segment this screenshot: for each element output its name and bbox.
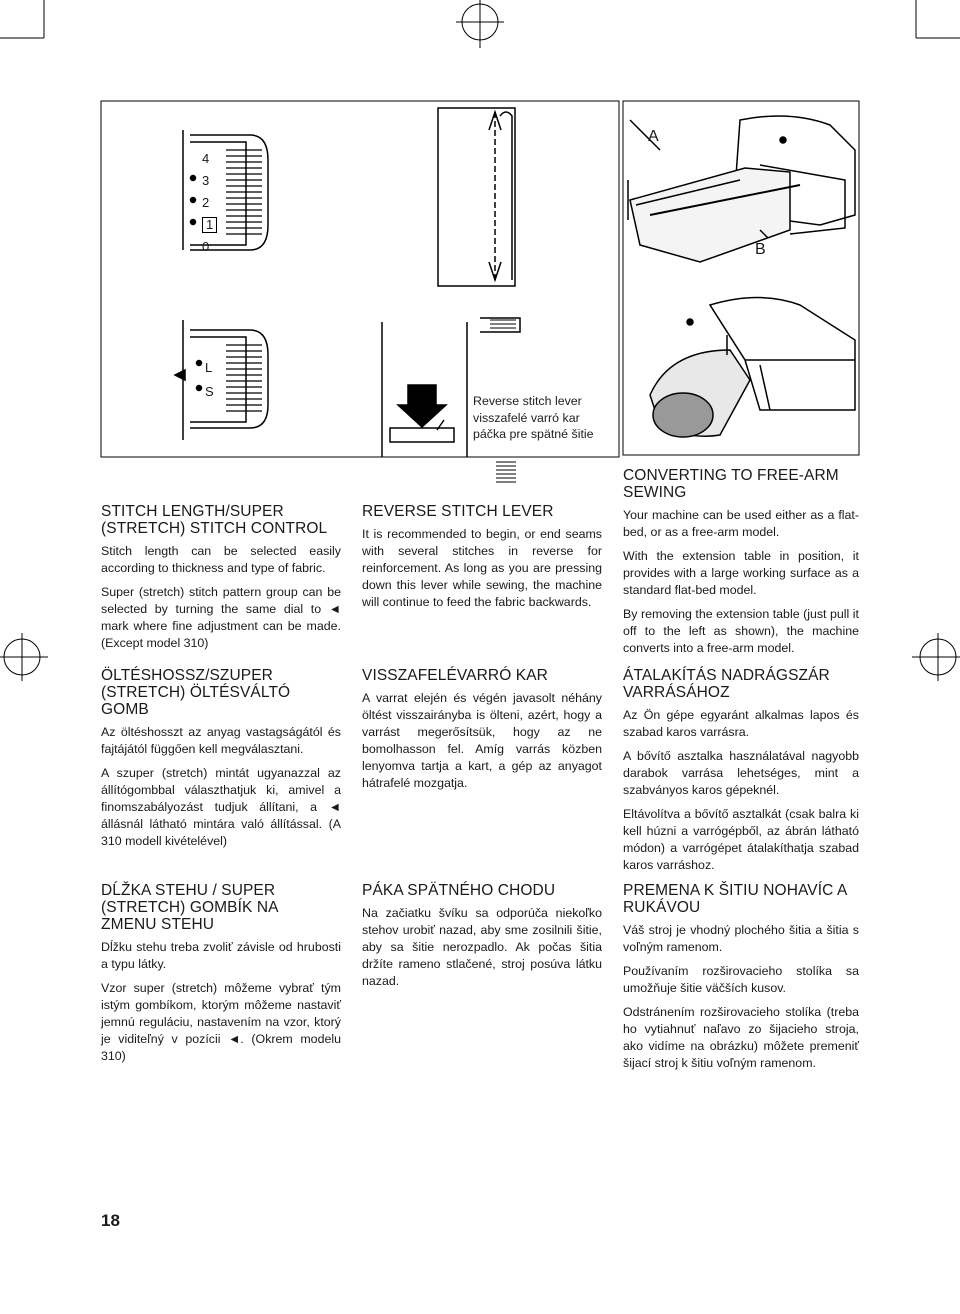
paragraph: Na začiatku švíku sa odporúča niekoľko stehov urobiť nazad, aby sme zosilnili šitie, aby sa šitie nerozpadlo. Ak počas šitia držíte rameno stlačené, stroj posúva látku nazad.	[362, 906, 602, 988]
section-stitch-sk	[101, 882, 341, 1072]
extension-table-figure	[628, 116, 855, 262]
title-line: (STRETCH) STITCH CONTROL	[101, 520, 328, 537]
section-title	[101, 882, 341, 933]
section-title	[362, 882, 602, 899]
dial-number-1: 1	[202, 217, 217, 233]
stitch-length-dial-figure	[183, 130, 268, 250]
title-line: ÁTALAKÍTÁS NADRÁGSZÁR	[623, 667, 830, 684]
free-arm-figure	[650, 298, 855, 438]
section-stitch-hu	[101, 667, 341, 857]
paragraph: A varrat elején és végén javasolt néhány öltést visszairányba is ölteni, azért, hogy a varrást megerősítsük, hogy az ne bomolhasson fel. Amíg varrás közben lenyomva tartja a kart, a gép az anyagot hátrafelé mozgatja.	[362, 691, 602, 790]
section-freearm-hu	[623, 667, 859, 881]
paragraph: Stitch length can be selected easily according to thickness and type of fabric.	[101, 544, 341, 575]
dial-number-0: 0	[202, 239, 210, 254]
dial2-mark-s: S	[205, 384, 214, 399]
dial-number-3: 3	[202, 173, 210, 188]
title-line: ZMENU STEHU	[101, 916, 215, 933]
title-line: CONVERTING TO FREE-ARM	[623, 467, 839, 484]
paragraph: Eltávolítva a bővítő asztalkát (csak balra ki kell húzni a varrógépből, az ábrán látható módon) a varrógépet átalakíthatja szabad karos varráshoz.	[623, 807, 859, 872]
dial-number-list	[202, 148, 217, 258]
paragraph: Používaním rozširovacieho stolíka sa umožňuje šitie väčších kusov.	[623, 964, 859, 995]
section-reverse-hu	[362, 667, 602, 799]
section-reverse-en	[362, 503, 602, 618]
paragraph: Vzor super (stretch) môžeme vybrať tým istým gombíkom, ktorým môžeme nastaviť jemnú reguláciu, nastavením na vzor, ktorý je viditeľný v pozícii ◄. (Okrem modelu 310)	[101, 981, 341, 1063]
section-title	[623, 882, 859, 916]
paragraph: By removing the extension table (just pull it off to the left as shown), the machine converts into a free-arm model.	[623, 607, 859, 655]
section-freearm-en	[623, 467, 859, 664]
caption-line-en: Reverse stitch lever	[473, 394, 582, 408]
paragraph: Your machine can be used either as a flat-bed, or as a free-arm model.	[623, 508, 859, 539]
title-line: (STRETCH) GOMBÍK NA	[101, 899, 279, 916]
title-line: PÁKA SPÄTNÉHO CHODU	[362, 882, 556, 899]
title-line: PREMENA K ŠITIU NOHAVÍC A	[623, 882, 848, 899]
page-number: 18	[101, 1211, 120, 1230]
section-reverse-sk	[362, 882, 602, 997]
dial2-mark-list	[205, 356, 214, 404]
section-title	[101, 503, 341, 537]
title-line: STITCH LENGTH/SUPER	[101, 503, 284, 520]
paragraph: Váš stroj je vhodný plochého šitia a šitia s voľným ramenom.	[623, 923, 859, 954]
paragraph: It is recommended to begin, or end seams with several stitches in reverse for reinforcement. As long as you are pressing down this lever while sewing, the machine will continue to feed the fabric backwards.	[362, 527, 602, 609]
super-stitch-dial-figure	[175, 320, 268, 440]
paragraph: Az Ön gépe egyaránt alkalmas lapos és szabad karos varrásra.	[623, 708, 859, 739]
figure-label-b: B	[755, 241, 766, 258]
section-title	[623, 467, 859, 501]
section-title	[101, 667, 341, 718]
paragraph: A szuper (stretch) mintát ugyanazzal az állítógombbal választhatjuk ki, amivel a finomszabályozást tudjuk állítani, a ◄ állásnál látható mintára való állítással. (A 310 modell kivételével)	[101, 766, 341, 848]
paragraph: Az öltéshosszt az anyag vastagságától és fajtájától függően kell megválasztani.	[101, 725, 341, 756]
caption-line-sk: páčka pre spätné šitie	[473, 427, 594, 441]
paragraph: Dĺžku stehu treba zvoliť závisle od hrubosti a typu látky.	[101, 940, 341, 971]
section-stitch-en	[101, 503, 341, 659]
title-line: REVERSE STITCH LEVER	[362, 503, 554, 520]
reverse-lever-caption	[473, 393, 594, 443]
dial-number-4: 4	[202, 151, 210, 166]
caption-line-hu: visszafelé varró kar	[473, 410, 580, 425]
title-line: ÖLTÉSHOSSZ/SZUPER	[101, 667, 273, 684]
section-title	[623, 667, 859, 701]
dial-number-2: 2	[202, 195, 210, 210]
reverse-stitch-fabric-figure	[438, 108, 515, 286]
section-freearm-sk	[623, 882, 859, 1079]
section-title	[362, 503, 602, 520]
title-line: VARRÁSÁHOZ	[623, 684, 730, 701]
section-title	[362, 667, 602, 684]
title-line: RUKÁVOU	[623, 899, 701, 916]
paragraph: Odstránením rozširovacieho stolíka (treba ho vytiahnuť naľavo zo šijacieho stroja, ako vidíme na obrázku) môžete premeniť šijací stroj k šitiu voľným ramenom.	[623, 1005, 859, 1070]
paragraph: Super (stretch) stitch pattern group can be selected by turning the same dial to ◄ mark where fine adjustment can be made. (Except model 310)	[101, 585, 341, 650]
title-line: (STRETCH) ÖLTÉSVÁLTÓ GOMB	[101, 684, 291, 718]
paragraph: A bővítő asztalka használatával nagyobb darabok varrása lehetséges, mint a szabványos karos gépeknél.	[623, 749, 859, 797]
figure-label-a: A	[648, 128, 659, 145]
title-line: VISSZAFELÉVARRÓ KAR	[362, 667, 548, 684]
dial2-mark-l: L	[205, 360, 213, 375]
title-line: DĹŽKA STEHU / SUPER	[101, 882, 276, 899]
paragraph: With the extension table in position, it provides with a large working surface as a standard flat-bed model.	[623, 549, 859, 597]
title-line: SEWING	[623, 484, 687, 501]
